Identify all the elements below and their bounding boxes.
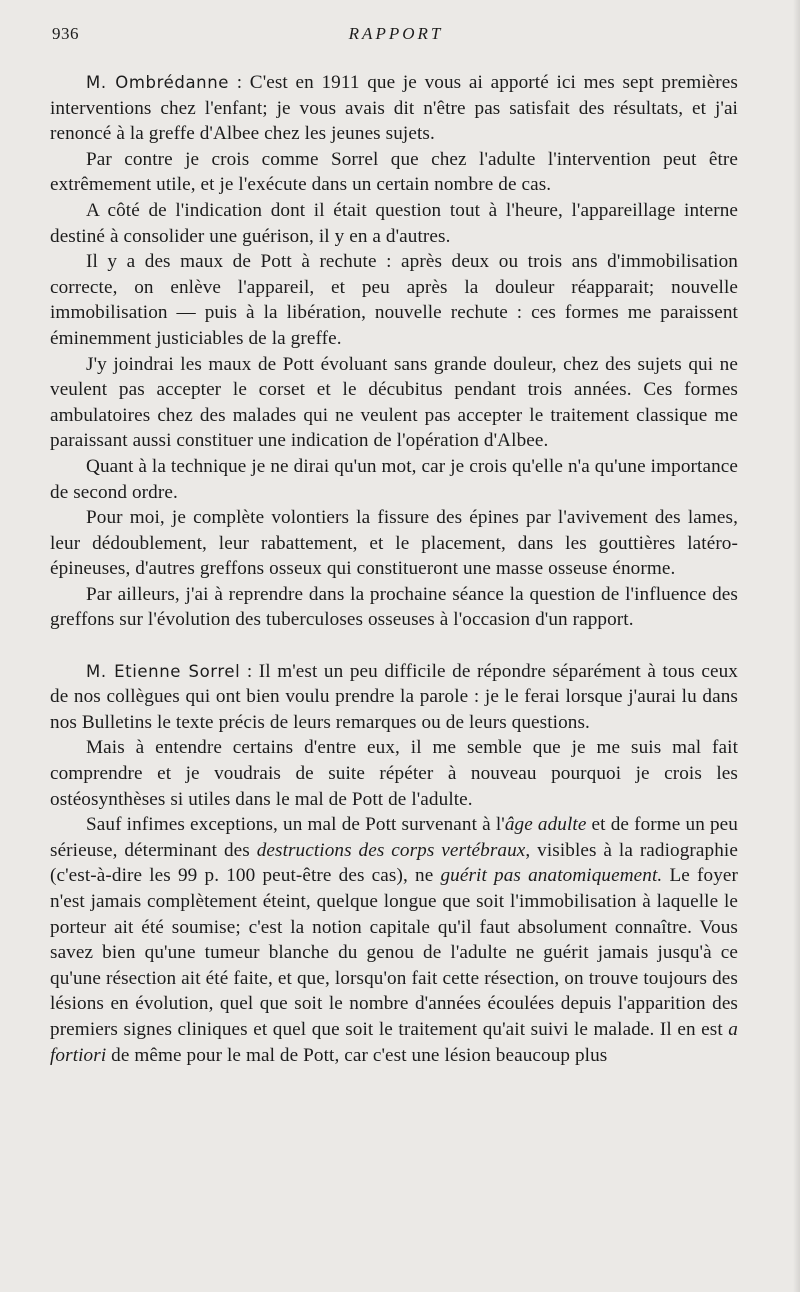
paragraph: A côté de l'indication dont il était question tout à l'heure, l'appareillage interne destiné à consolider une guérison, il y en a d'autres. bbox=[50, 199, 738, 247]
page-edge-shadow bbox=[793, 0, 800, 1292]
italic-run: a fortiori bbox=[50, 1018, 738, 1066]
document-body bbox=[50, 70, 738, 1068]
paragraph-text: : Il m'est un peu difficile de répondre séparément à tous ceux de nos collègues qui ont bien voulu prendre la parole : je le ferai lorsque j'aurai lu dans nos Bulletins le texte précis de leurs remarques ou de leurs questions. bbox=[50, 660, 738, 733]
paragraph: Par contre je crois comme Sorrel que chez l'adulte l'intervention peut être extrêmement utile, et je l'exécute dans un certain nombre de cas. bbox=[50, 148, 738, 196]
running-title: RAPPORT bbox=[348, 24, 444, 43]
text-run: Le foyer n'est jamais complètement éteint, quelque longue que soit l'immobilisation à laquelle le porteur ait été soumise; c'est la notion capitale qu'il faut absolument connaître. Vous savez bien qu'une tumeur blanche du genou de l'adulte ne guérit jamais jusqu'à ce qu'une résection ait été faite, et que, lorsqu'on fait cette résection, on trouve toujours des lésions en évolution, quel que soit le nombre d'années écoulées depuis l'apparition des premiers signes cliniques et quel que soit le traitement qu'ait suivi le malade. Il en est bbox=[50, 865, 739, 1040]
text-run: Sauf infimes exceptions, un mal de Pott survenant à l' bbox=[86, 814, 505, 836]
paragraph: J'y joindrai les maux de Pott évoluant sans grande douleur, chez des sujets qui ne veulent pas accepter le corset et le décubitus pendant trois années. Ces formes ambulatoires chez des malades qui ne veulent pas accepter le traitement classique me paraissant aussi constituer une indication de l'opération d'Albee. bbox=[50, 353, 738, 452]
text-run: de même pour le mal de Pott, car c'est une lésion beaucoup plus bbox=[106, 1044, 608, 1066]
paragraph-ombredanne-intro bbox=[50, 70, 738, 147]
speaker-name: M. Etienne Sorrel bbox=[86, 661, 241, 681]
paragraph-mixed bbox=[50, 812, 738, 1068]
paragraph-sorrel-intro bbox=[50, 659, 738, 736]
italic-run: âge adulte bbox=[504, 814, 587, 836]
paragraph: Il y a des maux de Pott à rechute : après deux ou trois ans d'immobilisation correcte, on enlève l'appareil, et peu après la douleur réapparait; nouvelle immobilisation — puis à la libération, nouvelle rechute : ces formes me paraissent éminemment justiciables de la greffe. bbox=[50, 251, 738, 349]
italic-run: guérit pas anatomiquement. bbox=[440, 865, 663, 887]
text-run: , visibles à la radiographie (c'est-à-dire les 99 p. 100 peut-être des cas), ne bbox=[50, 839, 738, 887]
page-number: 936 bbox=[52, 24, 79, 43]
paragraph: Quant à la technique je ne dirai qu'un mot, car je crois qu'elle n'a qu'une importance de second ordre. bbox=[50, 455, 738, 503]
page-header bbox=[52, 24, 740, 48]
paragraph: Par ailleurs, j'ai à reprendre dans la prochaine séance la question de l'influence des greffons sur l'évolution des tuberculoses osseuses à l'occasion d'un rapport. bbox=[50, 583, 738, 631]
paragraph: Mais à entendre certains d'entre eux, il me semble que je me suis mal fait comprendre et je voudrais de suite répéter à nouveau pourquoi je crois les ostéosynthèses si utiles dans le mal de Pott de l'adulte. bbox=[50, 737, 738, 810]
paragraph-text: : C'est en 1911 que je vous ai apporté ici mes sept premières interventions chez l'enfant; je vous avais dit n'être pas satisfait des résultats, et j'ai renoncé à la greffe d'Albee chez les jeunes sujets. bbox=[50, 72, 738, 145]
text-run: et de forme un peu sérieuse, déterminant des bbox=[50, 814, 738, 861]
speaker-name: M. Ombrédanne bbox=[86, 73, 230, 92]
italic-run: destructions des corps vertébraux bbox=[256, 839, 526, 861]
paragraph: Pour moi, je complète volontiers la fissure des épines par l'avivement des lames, leur dédoublement, leur rabattement, et le placement, dans les gouttières latéro-épineuses, d'autres greffons osseux qui constitueront une masse osseuse énorme. bbox=[50, 507, 738, 580]
